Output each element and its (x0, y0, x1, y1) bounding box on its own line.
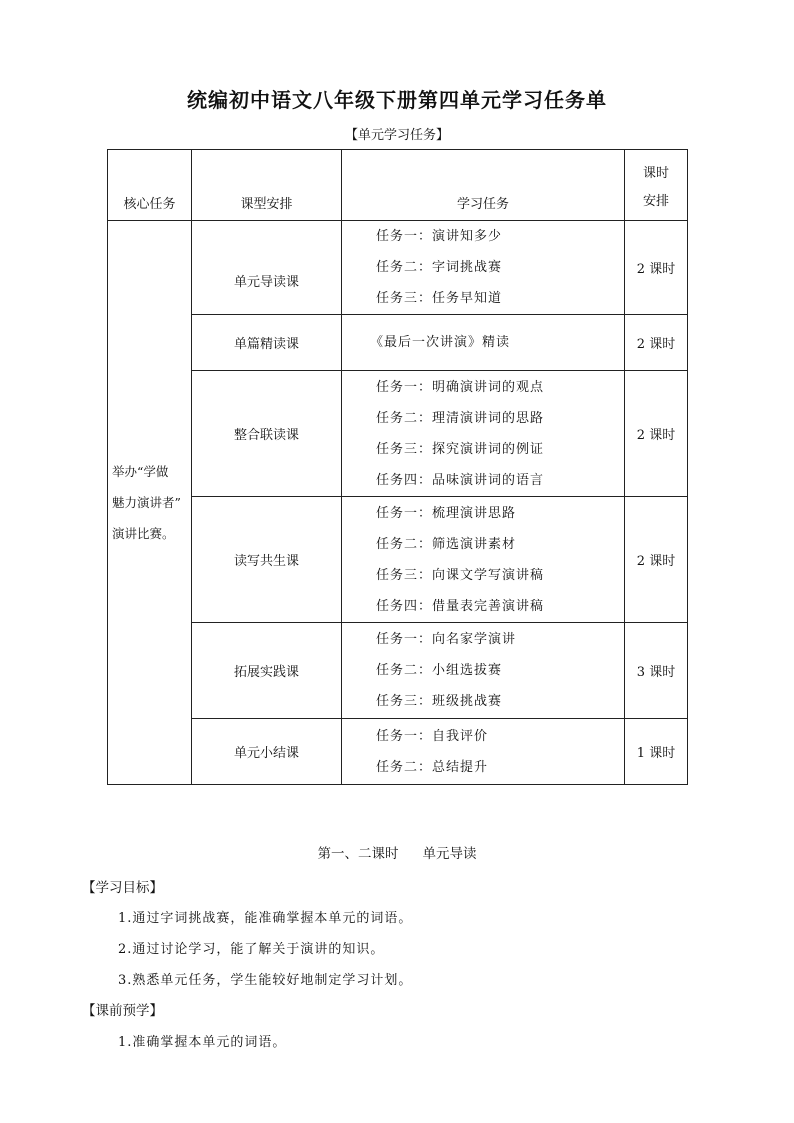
hours-cell: 3 课时 (625, 623, 688, 719)
table-row (108, 371, 688, 497)
preview-item: 1.准确掌握本单元的词语。 (118, 1035, 287, 1050)
learning-tasks-cell (342, 719, 625, 785)
course-type-cell: 单篇精读课 (192, 315, 342, 371)
task-item: 任务三：班级挑战赛 (376, 694, 503, 709)
objectives-label: 【学习目标】 (82, 880, 163, 896)
preview-label: 【课前预学】 (82, 1003, 163, 1019)
task-item: 任务四：品味演讲词的语言 (376, 472, 545, 488)
header-core-task: 核心任务 (108, 150, 192, 221)
task-item: 任务二：理清演讲词的思路 (376, 410, 545, 426)
course-type-cell: 拓展实践课 (192, 623, 342, 719)
learning-tasks-cell (342, 497, 625, 623)
header-course-type: 课型安排 (192, 150, 342, 221)
task-item: 任务二：筛选演讲素材 (376, 536, 517, 552)
hours-cell: 2 课时 (625, 371, 688, 497)
core-task-cell (108, 221, 192, 785)
learning-tasks-cell (342, 371, 625, 497)
table-row (108, 497, 688, 623)
table-row (108, 221, 688, 315)
page-title: 统编初中语文八年级下册第四单元学习任务单 (187, 88, 607, 112)
hours-cell: 2 课时 (625, 497, 688, 623)
task-item: 任务一：向名家学演讲 (376, 632, 517, 647)
table-row (108, 623, 688, 719)
task-item: 任务二：小组选拔赛 (376, 663, 503, 678)
course-type-cell: 读写共生课 (192, 497, 342, 623)
lesson-heading-periods: 第一、二课时 (317, 846, 399, 862)
learning-tasks-cell (342, 623, 625, 719)
task-item: 任务三：探究演讲词的例证 (376, 441, 545, 457)
header-hours (625, 150, 688, 221)
learning-tasks-cell (342, 315, 625, 371)
task-item: 任务四：借量表完善演讲稿 (376, 598, 545, 614)
table-header-row (108, 150, 688, 221)
core-task-line: 魅力演讲者” (112, 495, 181, 510)
task-item: 任务二：总结提升 (376, 759, 489, 775)
header-hours-line1: 课时 (642, 166, 669, 181)
hours-cell: 2 课时 (625, 221, 688, 315)
header-learning-tasks: 学习任务 (342, 150, 625, 221)
task-item: 任务一：梳理演讲思路 (376, 505, 517, 521)
course-type-cell: 单元小结课 (192, 719, 342, 785)
header-hours-line2: 安排 (642, 194, 669, 209)
objective-item: 3.熟悉单元任务，学生能较好地制定学习计划。 (118, 973, 413, 988)
task-item: 任务三：任务早知道 (376, 291, 503, 306)
task-item: 任务一：演讲知多少 (376, 229, 503, 244)
table-row (108, 315, 688, 371)
hours-cell: 2 课时 (625, 315, 688, 371)
unit-task-table (107, 149, 688, 785)
learning-tasks-cell (342, 221, 625, 315)
table-caption: 【单元学习任务】 (344, 128, 449, 143)
task-item: 任务一：明确演讲词的观点 (376, 379, 545, 395)
lesson-heading-topic: 单元导读 (422, 846, 477, 862)
hours-cell: 1 课时 (625, 719, 688, 785)
lesson-heading (0, 842, 794, 862)
task-item: 任务二：字词挑战赛 (376, 260, 503, 275)
task-item: 任务三：向课文学写演讲稿 (376, 567, 545, 583)
core-task-line: 演讲比赛。 (112, 526, 175, 541)
table-row (108, 719, 688, 785)
course-type-cell: 单元导读课 (192, 221, 342, 315)
objective-item: 1.通过字词挑战赛，能准确掌握本单元的词语。 (118, 911, 413, 926)
task-item: 《最后一次讲演》精读 (370, 335, 511, 350)
task-item: 任务一：自我评价 (376, 728, 489, 744)
core-task-line: 举办“学做 (112, 464, 169, 479)
objective-item: 2.通过讨论学习，能了解关于演讲的知识。 (118, 942, 385, 957)
course-type-cell: 整合联读课 (192, 371, 342, 497)
